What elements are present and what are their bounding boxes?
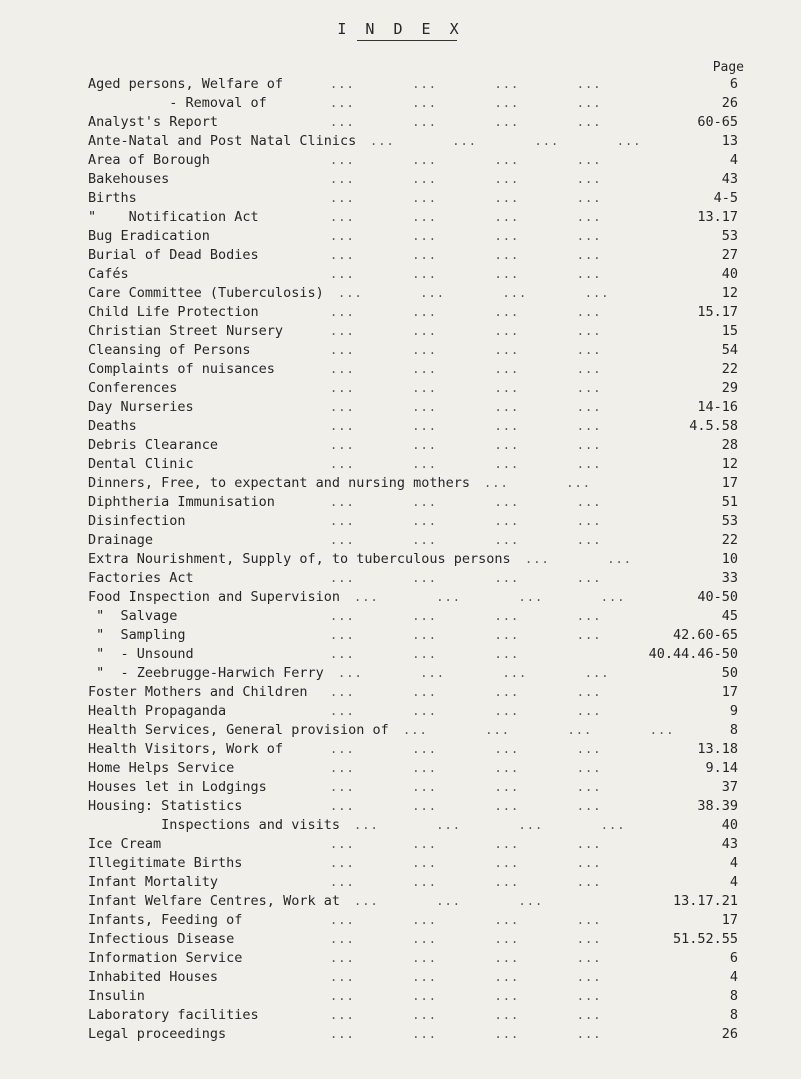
- leader-dots: ... ... ... ...: [354, 818, 626, 832]
- entry-page-number: 37: [721, 779, 738, 795]
- entry-page-number: 10: [721, 551, 738, 567]
- leader-dots: ... ... ... ...: [330, 989, 602, 1003]
- entry-page-number: 50: [721, 665, 738, 681]
- index-entry: [0, 189, 801, 208]
- index-entry: [0, 816, 801, 835]
- entry-label: Laboratory facilities: [88, 1007, 259, 1023]
- entry-label: Cafés: [88, 266, 129, 282]
- entry-page-number: 4.5.58: [689, 418, 738, 434]
- leader-dots: ... ... ... ...: [330, 875, 602, 889]
- entry-page-number: 42.60-65: [672, 627, 738, 643]
- leader-dots: ... ... ... ...: [354, 590, 626, 604]
- index-entry: [0, 949, 801, 968]
- entry-label: Health Visitors, Work of: [88, 741, 284, 757]
- entry-page-number: 27: [721, 247, 738, 263]
- index-entry: [0, 94, 801, 113]
- leader-dots: ... ... ... ...: [330, 419, 602, 433]
- leader-dots: ... ... ... ...: [330, 951, 602, 965]
- entry-page-number: 40: [721, 817, 738, 833]
- entry-label: Aged persons, Welfare of: [88, 76, 284, 92]
- entry-page-number: 60-65: [697, 114, 738, 130]
- index-entry: [0, 151, 801, 170]
- entry-label: Analyst's Report: [88, 114, 219, 130]
- index-entry: [0, 398, 801, 417]
- index-entry: [0, 740, 801, 759]
- leader-dots: ... ... ... ...: [370, 134, 642, 148]
- index-entry: [0, 721, 801, 740]
- leader-dots: ... ... ... ...: [338, 666, 610, 680]
- index-entry: [0, 778, 801, 797]
- leader-dots: ... ... ... ...: [330, 913, 602, 927]
- entry-page-number: 54: [721, 342, 738, 358]
- leader-dots: ... ... ... ...: [330, 153, 602, 167]
- leader-dots: ... ... ... ...: [330, 438, 602, 452]
- entry-page-number: 28: [721, 437, 738, 453]
- index-entry: [0, 911, 801, 930]
- index-entry: [0, 987, 801, 1006]
- entry-label: Insulin: [88, 988, 145, 1004]
- entry-label: Bug Eradication: [88, 228, 210, 244]
- leader-dots: ... ... ... ...: [330, 533, 602, 547]
- index-entry: [0, 683, 801, 702]
- index-entry: [0, 341, 801, 360]
- entry-label: Factories Act: [88, 570, 194, 586]
- index-entry: [0, 493, 801, 512]
- entry-page-number: 4-5: [713, 190, 738, 206]
- entry-page-number: 4: [729, 855, 738, 871]
- entry-label: Infant Mortality: [88, 874, 219, 890]
- leader-dots: ... ... ... ...: [330, 248, 602, 262]
- entry-page-number: 38.39: [697, 798, 738, 814]
- entry-label: Christian Street Nursery: [88, 323, 284, 339]
- entry-label: Complaints of nuisances: [88, 361, 275, 377]
- entry-label: Houses let in Lodgings: [88, 779, 267, 795]
- leader-dots: ... ... ... ...: [330, 229, 602, 243]
- index-entry: [0, 284, 801, 303]
- entry-page-number: 53: [721, 513, 738, 529]
- entry-label: Child Life Protection: [88, 304, 259, 320]
- leader-dots: ... ... ... ...: [330, 742, 602, 756]
- entry-label: Diphtheria Immunisation: [88, 494, 275, 510]
- leader-dots: ... ... ... ...: [330, 970, 602, 984]
- entry-label: Legal proceedings: [88, 1026, 227, 1042]
- entry-page-number: 12: [721, 456, 738, 472]
- leader-dots: ... ... ... ...: [330, 400, 602, 414]
- entry-page-number: 22: [721, 361, 738, 377]
- entry-page-number: 51.52.55: [672, 931, 738, 947]
- leader-dots: ... ... ... ...: [330, 514, 602, 528]
- entry-label: Dinners, Free, to expectant and nursing mothers: [88, 475, 471, 491]
- entry-page-number: 4: [729, 152, 738, 168]
- entry-page-number: 53: [721, 228, 738, 244]
- entry-label: Debris Clearance: [88, 437, 219, 453]
- index-entry: [0, 474, 801, 493]
- entry-label: Foster Mothers and Children: [88, 684, 308, 700]
- index-entry: [0, 873, 801, 892]
- leader-dots: ... ... ... ...: [330, 609, 602, 623]
- leader-dots: ... ... ... ...: [330, 305, 602, 319]
- leader-dots: ... ... ... ...: [330, 381, 602, 395]
- index-entry: [0, 360, 801, 379]
- entry-label: Ice Cream: [88, 836, 162, 852]
- entry-page-number: 29: [721, 380, 738, 396]
- index-entry: [0, 246, 801, 265]
- entry-page-number: 45: [721, 608, 738, 624]
- index-entry: [0, 607, 801, 626]
- leader-dots: ... ... ... ...: [403, 723, 675, 737]
- entry-page-number: 8: [729, 1007, 738, 1023]
- entry-page-number: 26: [721, 1026, 738, 1042]
- entry-label: " - Unsound: [88, 646, 194, 662]
- leader-dots: ... ... ... ...: [330, 856, 602, 870]
- entry-label: Extra Nourishment, Supply of, to tuberculous persons: [88, 551, 511, 567]
- entry-page-number: 6: [729, 950, 738, 966]
- index-entry: [0, 664, 801, 683]
- leader-dots: ... ... ... ...: [330, 324, 602, 338]
- entry-label: " Salvage: [88, 608, 178, 624]
- entry-page-number: 51: [721, 494, 738, 510]
- leader-dots: ... ... ... ...: [330, 1008, 602, 1022]
- index-entry: [0, 569, 801, 588]
- entry-page-number: 33: [721, 570, 738, 586]
- index-entry: [0, 113, 801, 132]
- leader-dots: ... ... ... ...: [330, 115, 602, 129]
- entry-page-number: 43: [721, 171, 738, 187]
- index-entry: [0, 626, 801, 645]
- leader-dots: ... ... ... ...: [330, 77, 602, 91]
- entry-label: Housing: Statistics: [88, 798, 243, 814]
- entry-label: Infant Welfare Centres, Work at: [88, 893, 340, 909]
- entry-label: Dental Clinic: [88, 456, 194, 472]
- leader-dots: ... ... ... ...: [330, 457, 602, 471]
- leader-dots: ... ... ... ...: [330, 210, 602, 224]
- leader-dots: ... ... ... ...: [330, 932, 602, 946]
- index-entry: [0, 550, 801, 569]
- entry-label: Bakehouses: [88, 171, 170, 187]
- entry-page-number: 13: [721, 133, 738, 149]
- entry-label: Care Committee (Tuberculosis): [88, 285, 324, 301]
- leader-dots: ... ... ... ...: [330, 685, 602, 699]
- leader-dots: ... ... ...: [354, 894, 544, 908]
- index-entry: [0, 322, 801, 341]
- index-entry: [0, 531, 801, 550]
- index-entry: [0, 170, 801, 189]
- index-entry: [0, 759, 801, 778]
- entry-page-number: 12: [721, 285, 738, 301]
- index-entry: [0, 702, 801, 721]
- entry-page-number: 6: [729, 76, 738, 92]
- index-entry: [0, 892, 801, 911]
- entry-label: Deaths: [88, 418, 137, 434]
- index-entry: [0, 930, 801, 949]
- entry-label: Ante-Natal and Post Natal Clinics: [88, 133, 357, 149]
- leader-dots: ... ... ...: [330, 647, 520, 661]
- entry-label: Food Inspection and Supervision: [88, 589, 340, 605]
- leader-dots: ... ... ... ...: [330, 571, 602, 585]
- entry-page-number: 9.14: [705, 760, 738, 776]
- leader-dots: ... ... ... ...: [330, 343, 602, 357]
- entry-page-number: 8: [729, 988, 738, 1004]
- index-entry: [0, 303, 801, 322]
- entry-page-number: 43: [721, 836, 738, 852]
- title-underline: [357, 40, 457, 41]
- leader-dots: ... ... ... ...: [330, 96, 602, 110]
- leader-dots: ... ...: [525, 552, 632, 566]
- entry-label: Drainage: [88, 532, 154, 548]
- index-entry: [0, 227, 801, 246]
- index-entry: [0, 1006, 801, 1025]
- index-entry: [0, 265, 801, 284]
- leader-dots: ... ... ... ...: [338, 286, 610, 300]
- entry-page-number: 22: [721, 532, 738, 548]
- index-entry: [0, 379, 801, 398]
- entry-page-number: 40-50: [697, 589, 738, 605]
- index-entry: [0, 588, 801, 607]
- entry-label: Illegitimate Births: [88, 855, 243, 871]
- entry-label: " Notification Act: [88, 209, 259, 225]
- entry-label: Conferences: [88, 380, 178, 396]
- entry-page-number: 4: [729, 874, 738, 890]
- index-entry: [0, 645, 801, 664]
- entry-label: - Removal of: [88, 95, 267, 111]
- entry-label: Cleansing of Persons: [88, 342, 251, 358]
- entry-label: Home Helps Service: [88, 760, 235, 776]
- page-column-header: Page: [712, 60, 744, 75]
- entry-page-number: 4: [729, 969, 738, 985]
- entry-label: " Sampling: [88, 627, 186, 643]
- entry-label: Burial of Dead Bodies: [88, 247, 259, 263]
- leader-dots: ... ... ... ...: [330, 172, 602, 186]
- index-entry: [0, 75, 801, 94]
- leader-dots: ... ... ... ...: [330, 495, 602, 509]
- entry-label: Health Services, General provision of: [88, 722, 389, 738]
- index-entry: [0, 797, 801, 816]
- entry-page-number: 8: [729, 722, 738, 738]
- entry-page-number: 15: [721, 323, 738, 339]
- index-entry: [0, 1025, 801, 1044]
- entry-page-number: 13.17: [697, 209, 738, 225]
- leader-dots: ... ... ... ...: [330, 191, 602, 205]
- index-title: I N D E X: [337, 20, 464, 38]
- entry-label: Day Nurseries: [88, 399, 194, 415]
- entry-label: Inhabited Houses: [88, 969, 219, 985]
- entry-label: " - Zeebrugge-Harwich Ferry: [88, 665, 324, 681]
- leader-dots: ... ... ... ...: [330, 362, 602, 376]
- index-entry: [0, 968, 801, 987]
- index-entry: [0, 835, 801, 854]
- entry-page-number: 13.18: [697, 741, 738, 757]
- index-entry: [0, 854, 801, 873]
- entry-page-number: 13.17.21: [672, 893, 738, 909]
- entry-label: Births: [88, 190, 137, 206]
- entry-page-number: 9: [729, 703, 738, 719]
- entry-label: Inspections and visits: [88, 817, 340, 833]
- entry-page-number: 40: [721, 266, 738, 282]
- entry-page-number: 15.17: [697, 304, 738, 320]
- entry-label: Infectious Disease: [88, 931, 235, 947]
- index-entry: [0, 132, 801, 151]
- leader-dots: ... ... ... ...: [330, 837, 602, 851]
- index-entry: [0, 417, 801, 436]
- entry-page-number: 17: [721, 475, 738, 491]
- leader-dots: ... ... ... ...: [330, 1027, 602, 1041]
- leader-dots: ... ... ... ...: [330, 761, 602, 775]
- index-entry: [0, 436, 801, 455]
- index-entries: [0, 75, 801, 1044]
- leader-dots: ... ... ... ...: [330, 704, 602, 718]
- leader-dots: ... ... ... ...: [330, 799, 602, 813]
- entry-page-number: 40.44.46-50: [648, 646, 738, 662]
- entry-label: Infants, Feeding of: [88, 912, 243, 928]
- entry-label: Area of Borough: [88, 152, 210, 168]
- leader-dots: ... ...: [484, 476, 591, 490]
- entry-page-number: 17: [721, 912, 738, 928]
- entry-page-number: 14-16: [697, 399, 738, 415]
- index-entry: [0, 512, 801, 531]
- index-entry: [0, 455, 801, 474]
- leader-dots: ... ... ... ...: [330, 267, 602, 281]
- entry-page-number: 17: [721, 684, 738, 700]
- leader-dots: ... ... ... ...: [330, 780, 602, 794]
- leader-dots: ... ... ... ...: [330, 628, 602, 642]
- entry-page-number: 26: [721, 95, 738, 111]
- index-entry: [0, 208, 801, 227]
- entry-label: Disinfection: [88, 513, 186, 529]
- entry-label: Health Propaganda: [88, 703, 227, 719]
- entry-label: Information Service: [88, 950, 243, 966]
